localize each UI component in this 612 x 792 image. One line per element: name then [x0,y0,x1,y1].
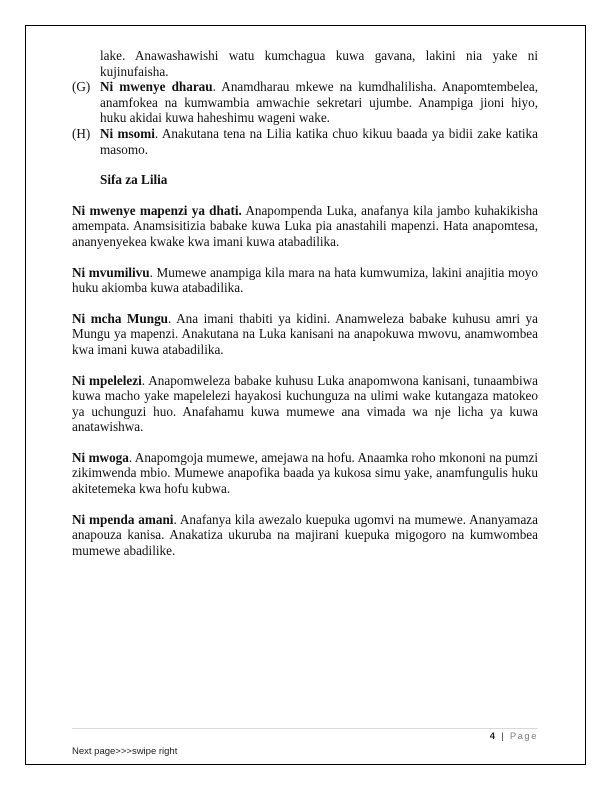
trait-description: Anapompenda Luka, anafanya kila jambo kuhakikisha amempata. Anamsisitizia babake kuwa Luka pia anastahili mapenzi. Hata anapomtesa, ananyenyekea kwake kwa imani kuwa atabadilika. [72,202,538,249]
list-item-g [72,79,538,126]
list-text [100,126,538,157]
trait-title: Ni mcha Mungu [72,310,169,326]
list-label: (H) [72,125,91,141]
page-number-value: 4 [489,731,496,742]
trait-description: . Anakutana tena na Lilia katika chuo kikuu baada ya bidii zake katika masomo. [100,125,538,157]
trait-title: Ni mwenye mapenzi ya dhati. [72,202,242,218]
trait-title: Ni msomi [100,125,155,141]
paragraph-mpelelezi [72,373,538,435]
footer-divider [72,728,538,729]
trait-description: . Mumewe anampiga kila mara na hata kumwumiza, lakini anajitia moyo huku akiomba kuwa atabadilika. [72,264,538,296]
list-item-h [72,126,538,157]
document-body [72,48,538,558]
trait-description: . Anamdharau mkewe na kumdhalilisha. Anapomtembelea, anamfokea na kumwambia amwachie sekretari ujumbe. Anampiga jioni hiyo, huku akidai kuwa haheshimu wageni wake. [100,79,538,126]
list-continuation: lake. Anawashawishi watu kumchagua kuwa gavana, lakini nia yake ni kujinufaisha. [100,48,538,79]
paragraph-mwoga [72,450,538,497]
paragraph-mcha-mungu [72,311,538,358]
trait-description: . Anapomweleza babake kuhusu Luka anapomwona kanisani, tunaambiwa kuwa macho yake mapelelezi hayakosi kuchunguza na ulimi wake kutangaza matokeo ya uchunguzi huo. Anafahamu kuwa mumewe ana vimada wa nje licha ya kuwa anatawishwa. [72,372,538,435]
next-page-note: Next page>>>swipe right [72,746,178,757]
trait-title: Ni mwoga [72,449,129,465]
trait-title: Ni mvumilivu [72,264,150,280]
list-label: (G) [72,79,91,95]
trait-title: Ni mpenda amani [72,511,174,527]
trait-description: . Anapomgoja mumewe, amejawa na hofu. Anaamka roho mkononi na pumzi zikimwenda mbio. Mumewe anapofika baada ya kukosa simu yake, anamfungulis huku akitetemeka kwa hofu kubwa. [72,449,538,497]
page-number [490,731,538,742]
paragraph-mpenda-amani [72,512,538,559]
page-number-separator: | [501,731,504,742]
list-text [100,79,538,126]
paragraph-mvumilivu [72,265,538,296]
paragraph-mapenzi [72,203,538,250]
page-label: Page [509,731,538,742]
trait-title: Ni mwenye dharau [100,79,213,95]
trait-description: . Ana imani thabiti ya kidini. Anamweleza babake kuhusu amri ya Mungu ya mapenzi. Anakutana na Luka kanisani na anapokuwa mwovu, anamwombea kwa imani kuwa atabadilika. [72,310,538,357]
trait-title: Ni mpelelezi [72,372,142,388]
section-heading: Sifa za Lilia [100,172,168,188]
trait-description: . Anafanya kila awezalo kuepuka ugomvi na mumewe. Ananyamaza anapouza kanisa. Anakatiza ukuruba na majirani kuepuka migogoro na kumwombea mumewe abadilike. [72,511,539,558]
